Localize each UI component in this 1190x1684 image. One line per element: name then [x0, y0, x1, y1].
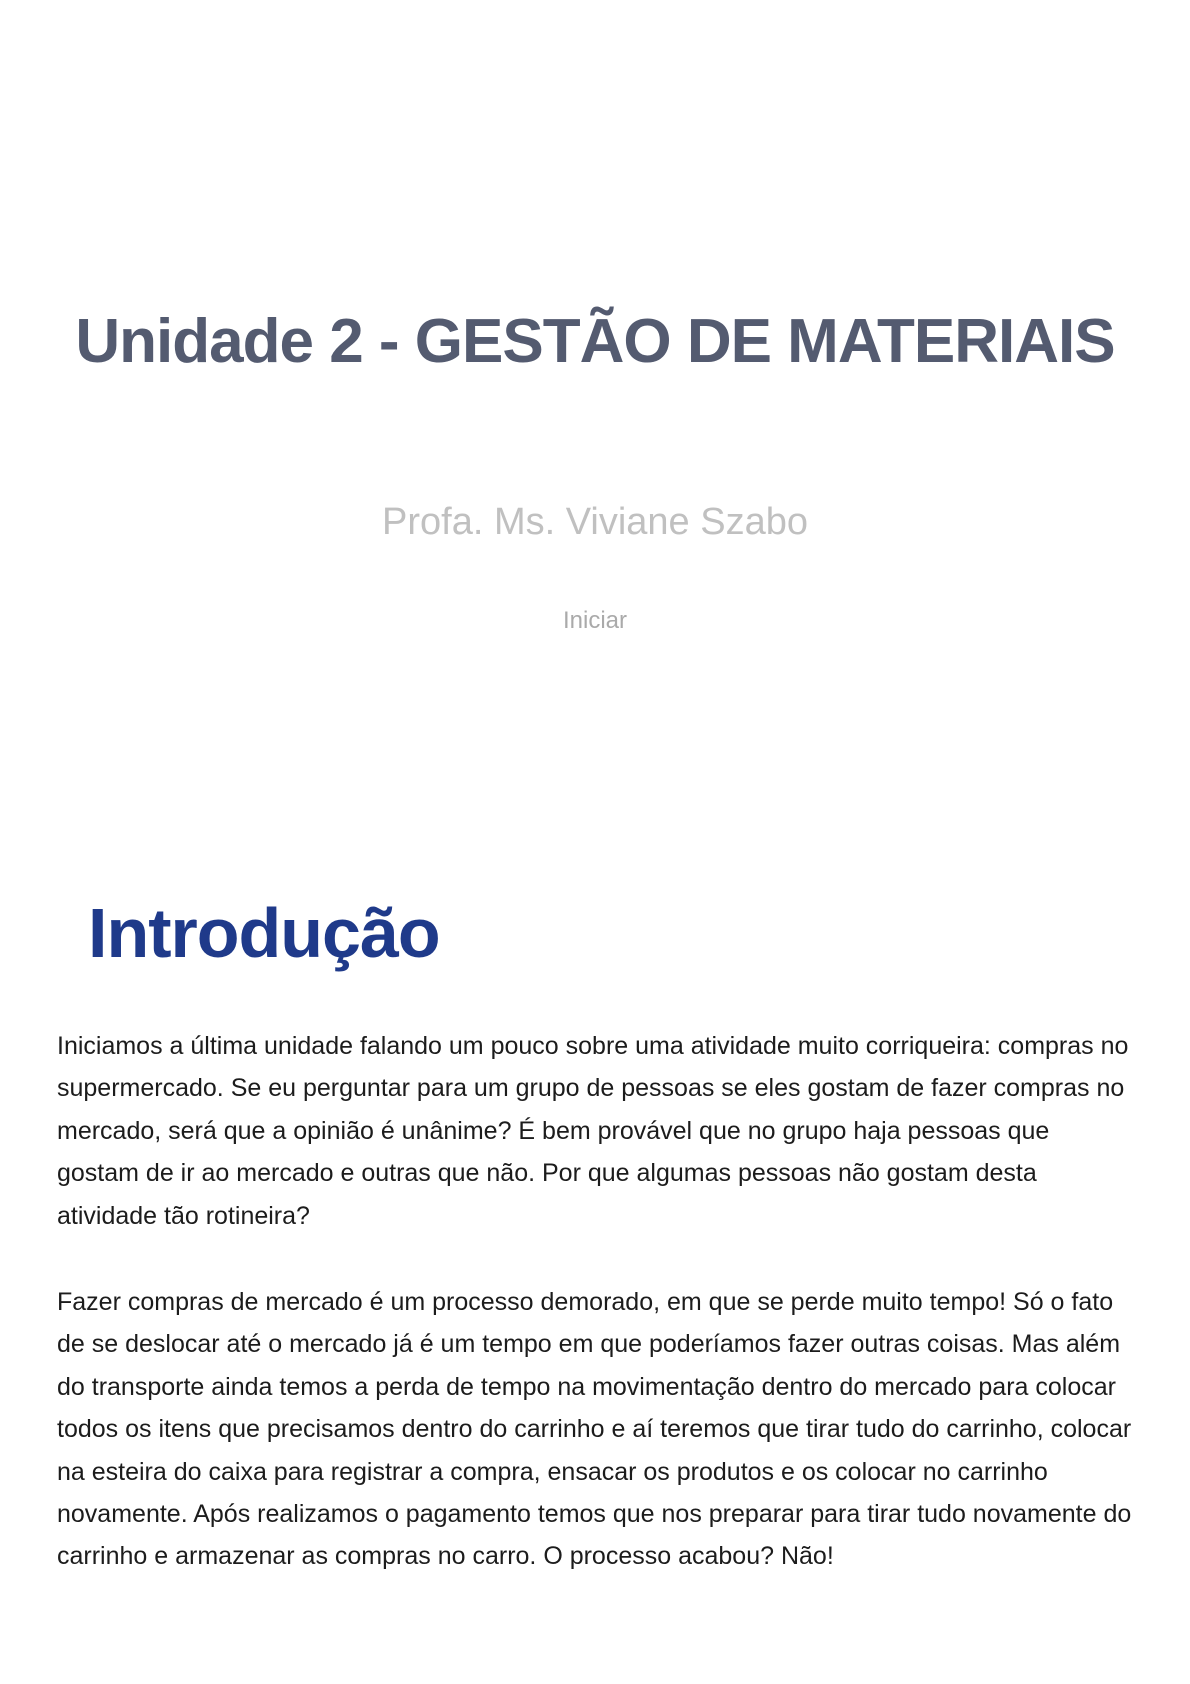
- section-title: Introdução: [88, 894, 440, 972]
- author-name: Profa. Ms. Viviane Szabo: [382, 501, 808, 543]
- start-button[interactable]: Iniciar: [562, 607, 628, 634]
- course-title: Unidade 2 - GESTÃO DE MATERIAIS: [75, 307, 1115, 376]
- intro-paragraph-1: Iniciamos a última unidade falando um pouco sobre uma atividade muito corriqueira: compras no supermercado. Se eu perguntar para um grupo de pessoas se eles gostam de fazer compras no mercado, será que a opinião é unânime? É bem provável que no grupo haja pessoas que gostam de ir ao mercado e outras que não. Por que algumas pessoas não gostam desta atividade tão rotineira?: [57, 1032, 1129, 1230]
- cover-section: [0, 0, 1190, 820]
- intro-paragraph-2: Fazer compras de mercado é um processo demorado, em que se perde muito tempo! Só o fato de se deslocar até o mercado já é um tempo em que poderíamos fazer outras coisas. Mas além do transporte ainda temos a perda de tempo na movimentação dentro do mercado para colocar todos os itens que precisamos dentro do carrinho e aí teremos que tirar tudo do carrinho, colocar na esteira do caixa para registrar a compra, ensacar os produtos e os colocar no carrinho novamente. Após realizamos o pagamento temos que nos preparar para tirar tudo novamente do carrinho e armazenar as compras no carro. O processo acabou? Não!: [57, 1288, 1132, 1571]
